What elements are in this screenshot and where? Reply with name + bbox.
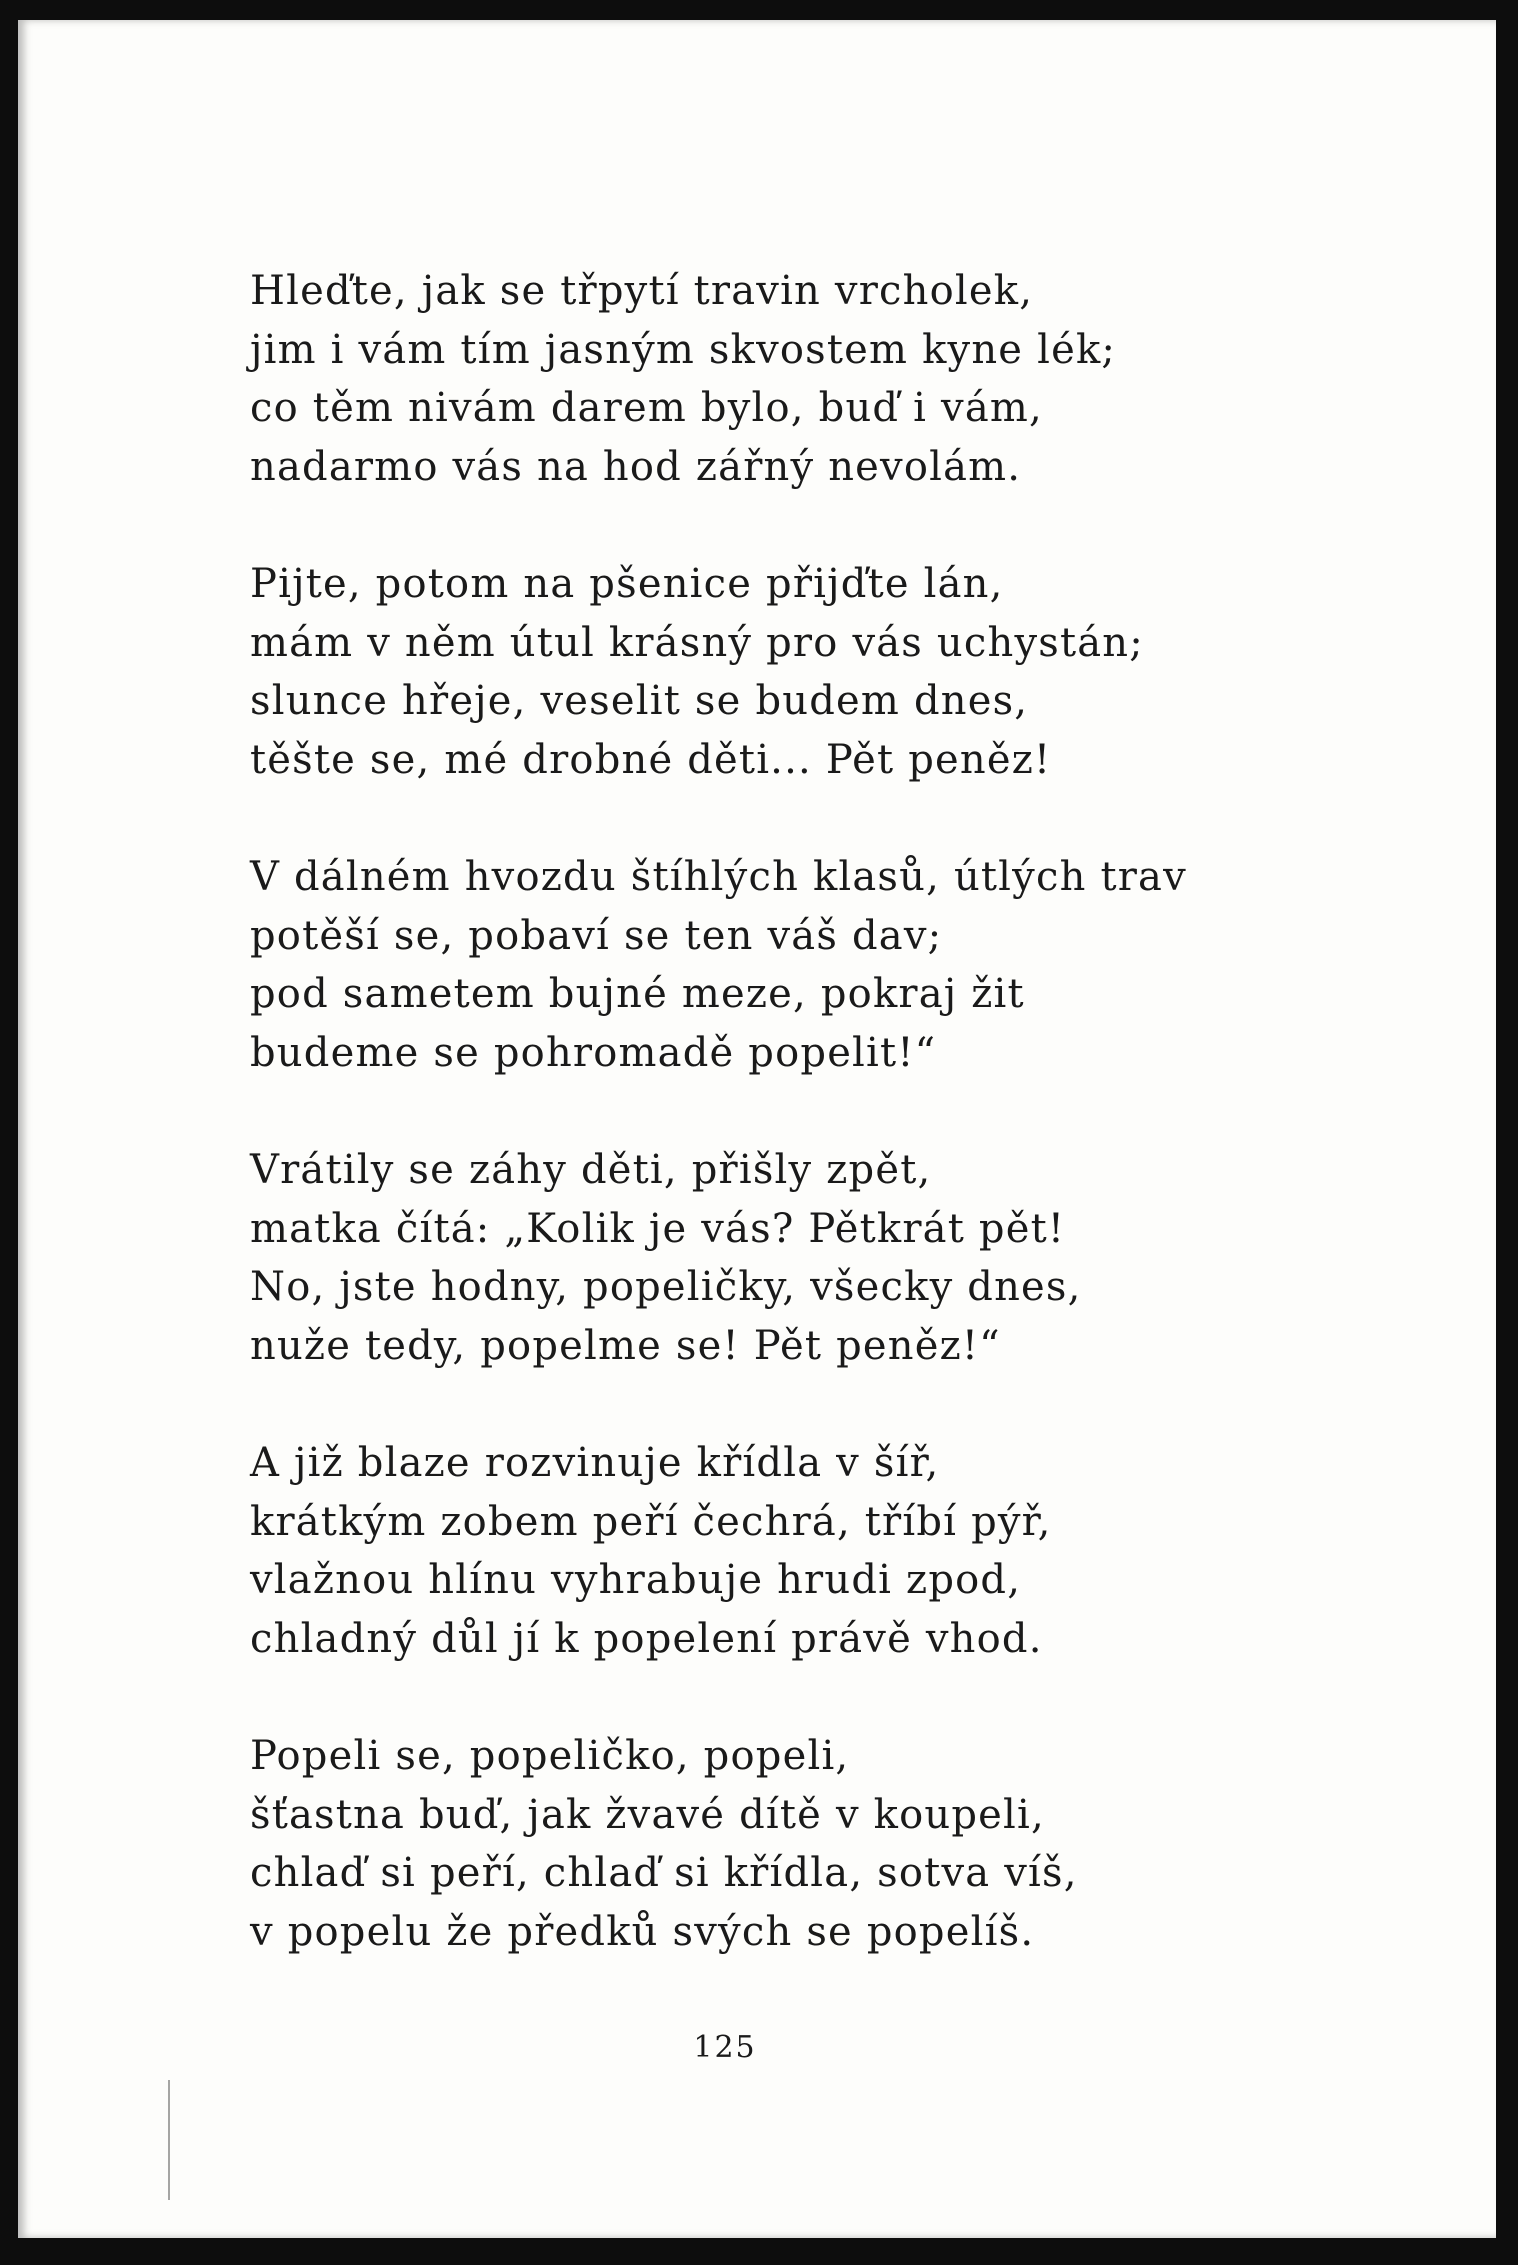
poem-line: Pijte, potom na pšenice přijďte lán,	[250, 561, 1004, 607]
poem-line: těšte se, mé drobné děti... Pět peněz!	[250, 736, 1052, 783]
book-page	[18, 20, 1496, 2238]
poem-line: No, jste hodny, popeličky, všecky dnes,	[250, 1264, 1082, 1310]
poem-line: co těm nivám darem bylo, buď i vám,	[250, 385, 1043, 431]
stanza-1	[250, 262, 1430, 496]
poem-line: krátkým zobem peří čechrá, tříbí pýř,	[250, 1498, 1052, 1545]
poem-line: mám v něm útul krásný pro vás uchystán;	[250, 619, 1144, 666]
stanza-6	[250, 1727, 1430, 1961]
poem-line: slunce hřeje, veselit se budem dnes,	[250, 678, 1029, 724]
poem-line: nadarmo vás na hod zářný nevolám.	[250, 443, 1022, 490]
poem-line: matka čítá: „Kolik je vás? Pětkrát pět!	[250, 1205, 1066, 1252]
poem-line: Hleďte, jak se třpytí travin vrcholek,	[250, 268, 1034, 314]
poem-line: budeme se pohromadě popelit!“	[250, 1029, 937, 1076]
poem-line: vlažnou hlínu vyhrabuje hrudi zpod,	[250, 1557, 1022, 1603]
poem-line: pod sametem bujné meze, pokraj žit	[250, 971, 1025, 1017]
poem-line: nuže tedy, popelme se! Pět peněz!“	[250, 1322, 1001, 1369]
stanza-2	[250, 555, 1430, 789]
poem-line: šťastna buď, jak žvavé dítě v koupeli,	[250, 1791, 1045, 1838]
stanza-5	[250, 1434, 1430, 1668]
poem-line: jim i vám tím jasným skvostem kyne lék;	[250, 326, 1117, 373]
poem-line: Popeli se, popeličko, popeli,	[250, 1733, 850, 1779]
poem-line: V dálném hvozdu štíhlých klasů, útlých trav	[250, 854, 1187, 900]
poem-text	[250, 262, 1430, 2020]
poem-line: chlaď si peří, chlaď si křídla, sotva víš,	[250, 1850, 1078, 1896]
stanza-4	[250, 1141, 1430, 1375]
page-edge-mark	[168, 2080, 170, 2200]
poem-line: Vrátily se záhy děti, přišly zpět,	[250, 1147, 932, 1193]
page-number: 125	[693, 2030, 757, 2065]
poem-line: A již blaze rozvinuje křídla v šíř,	[250, 1440, 940, 1486]
poem-line: v popelu že předků svých se popelíš.	[250, 1908, 1035, 1955]
poem-line: chladný důl jí k popelení právě vhod.	[250, 1615, 1043, 1662]
poem-line: potěší se, pobaví se ten váš dav;	[250, 912, 943, 959]
stanza-3	[250, 848, 1430, 1082]
